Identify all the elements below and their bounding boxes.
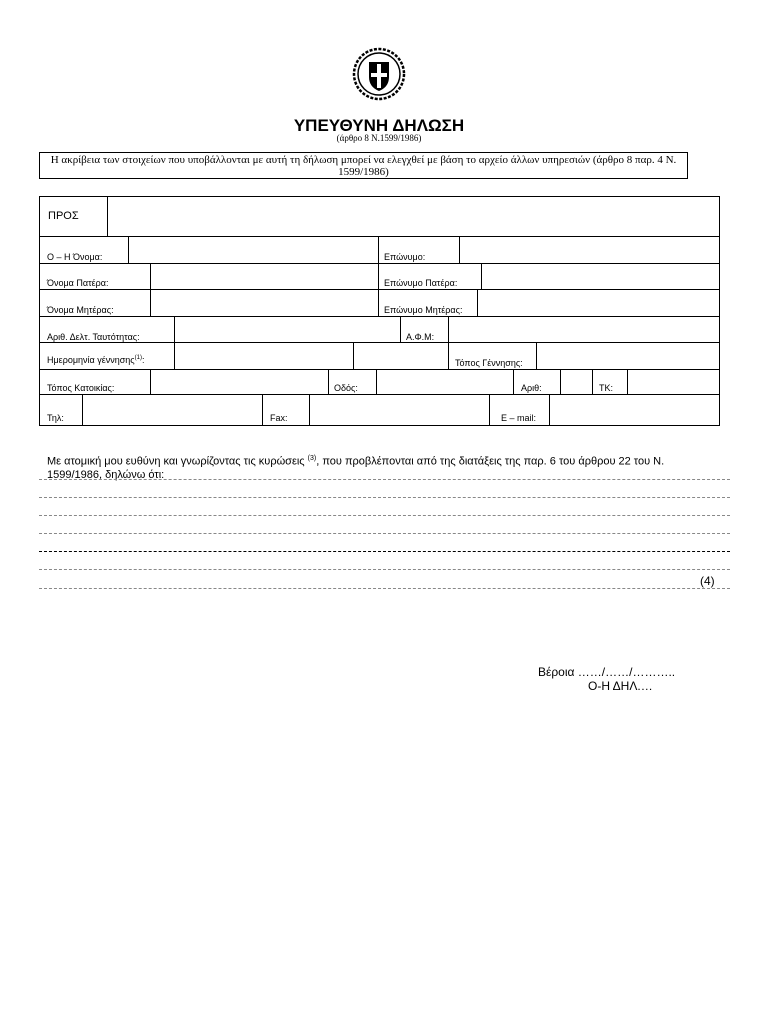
personal-details-form (39, 196, 720, 426)
father-surname-label: Επώνυμο Πατέρα: (384, 278, 458, 288)
birth-date-label: Ημερομηνία γέννησης$^{(1)}$: (47, 355, 145, 365)
mother-name-label: Όνομα Μητέρας: (47, 305, 114, 315)
id-number-label: Αριθ. Δελτ. Ταυτότητας: (47, 332, 140, 342)
tax-id-label: Α.Φ.Μ: (406, 332, 435, 342)
fax-field[interactable] (310, 395, 488, 425)
email-field[interactable] (550, 395, 719, 425)
street-label: Οδός: (334, 383, 358, 393)
father-surname-field[interactable] (482, 264, 719, 288)
to-label: ΠΡΟΣ (48, 210, 79, 222)
residence-field[interactable] (151, 370, 327, 393)
id-number-field[interactable] (175, 317, 399, 341)
surname-label: Επώνυμο: (384, 252, 426, 262)
residence-label: Τόπος Κατοικίας: (47, 383, 115, 393)
birth-date-extra-field[interactable] (354, 343, 447, 368)
verification-notice: Η ακρίβεια των στοιχείων που υποβάλλονται με αυτή τη δήλωση μπορεί να ελεγχθεί με βάση το αρχείο άλλων υπηρεσιών (άρθρο 8 παρ. 4 Ν. 1599/1986) (39, 152, 688, 179)
declaration-line[interactable] (39, 533, 730, 534)
postcode-label: ΤΚ: (599, 383, 614, 393)
phone-label: Τηλ: (47, 413, 64, 423)
street-field[interactable] (377, 370, 512, 393)
mother-surname-label: Επώνυμο Μητέρας: (384, 305, 463, 315)
footnote-1-ref: (1) (134, 355, 142, 361)
tax-id-field[interactable] (449, 317, 719, 341)
phone-field[interactable] (83, 395, 261, 425)
declaration-line[interactable] (39, 515, 730, 516)
postcode-field[interactable] (628, 370, 719, 393)
father-name-field[interactable] (151, 264, 377, 288)
mother-surname-field[interactable] (478, 290, 719, 315)
declaration-line[interactable] (39, 497, 730, 498)
declaration-line[interactable] (39, 479, 730, 480)
mother-name-field[interactable] (151, 290, 377, 315)
surname-field[interactable] (460, 237, 719, 262)
number-field[interactable] (561, 370, 591, 393)
footnote-4-ref: (4) (700, 574, 715, 588)
declaration-text: Με ατομική μου ευθύνη και γνωρίζοντας τις κυρώσεις $^{(3)}$, που προβλέπονται από της διατάξεις της παρ. 6 του άρθρου 22 του Ν. 1599/1986, δηλώνω ότι: (47, 455, 665, 481)
to-field[interactable] (108, 197, 719, 236)
page-title: ΥΠΕΥΘΥΝΗ ΔΗΛΩΣΗ (293, 116, 465, 135)
first-name-label: Ο – Η Όνομα: (47, 252, 103, 262)
number-label: Αριθ: (521, 383, 542, 393)
coat-of-arms-icon (352, 47, 406, 101)
declaration-line[interactable] (39, 588, 730, 589)
declarant-signature-label: Ο-Η ΔΗΛ.… (588, 679, 653, 693)
first-name-field[interactable] (129, 237, 377, 262)
father-name-label: Όνομα Πατέρα: (47, 278, 109, 288)
birth-place-field[interactable] (537, 343, 719, 368)
declaration-line[interactable] (39, 551, 730, 552)
page-subtitle: (άρθρο 8 Ν.1599/1986) (336, 133, 422, 143)
place-date: Βέροια ……/……/……….. (538, 665, 676, 679)
birth-place-label: Τόπος Γέννησης: (455, 358, 523, 368)
footnote-3-ref: (3) (307, 455, 317, 462)
fax-label: Fax: (270, 413, 288, 423)
declaration-line[interactable] (39, 569, 730, 570)
email-label: E – mail: (501, 413, 537, 423)
birth-date-field[interactable] (175, 343, 352, 368)
